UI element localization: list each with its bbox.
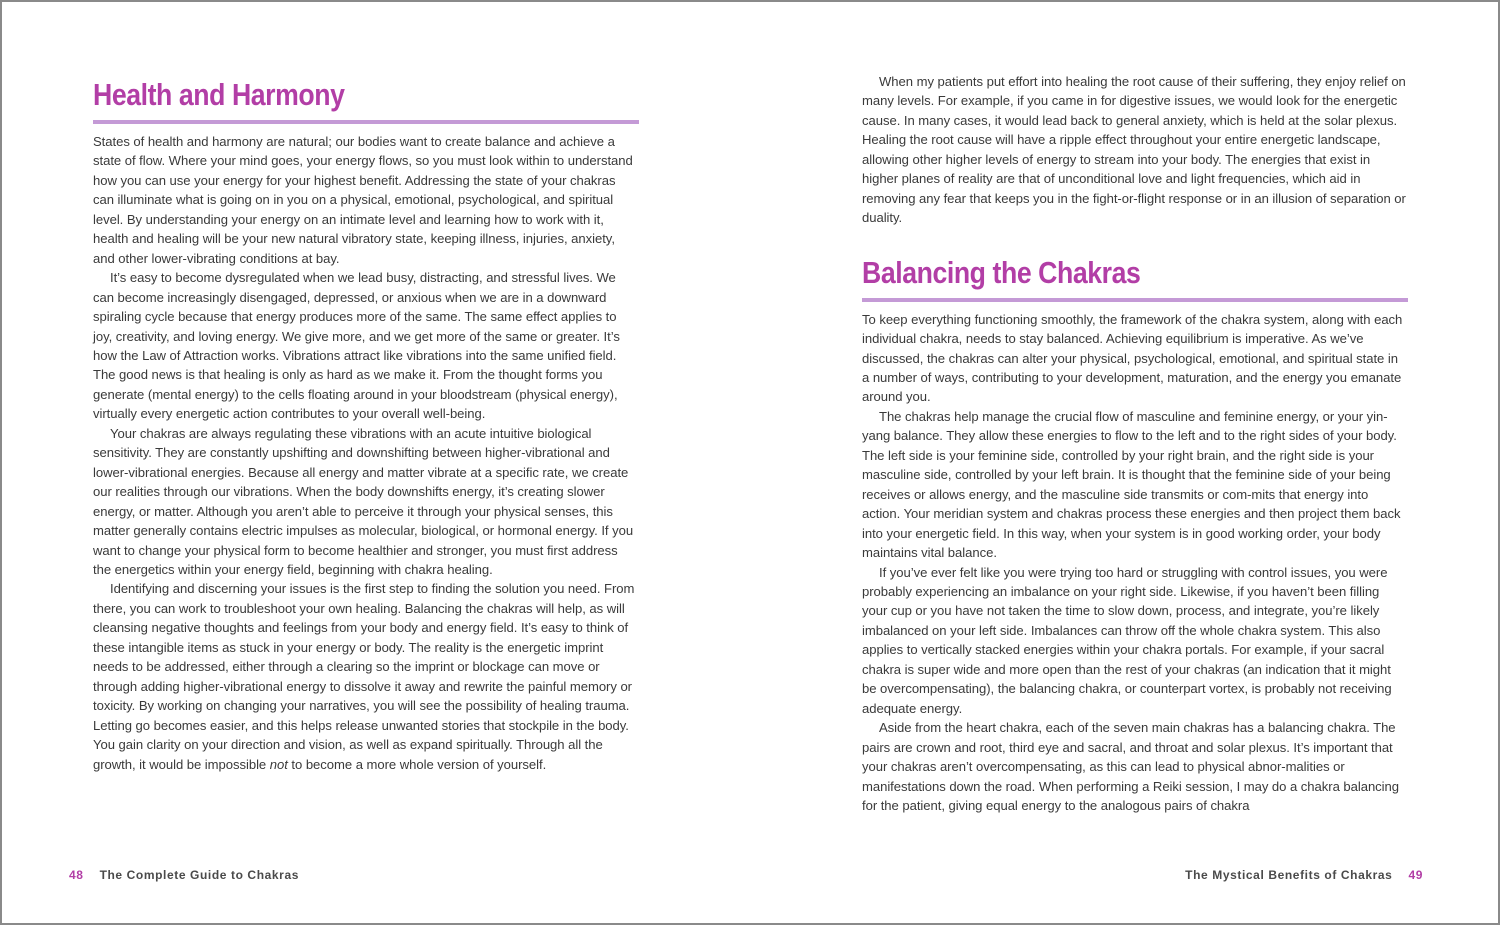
continued-text-block — [862, 72, 1408, 228]
page-number: 48 — [69, 868, 84, 882]
heading-underline-rule — [93, 120, 639, 124]
section-heading-balancing-the-chakras: Balancing the Chakras — [862, 254, 1141, 290]
paragraph-text: to become a more whole version of yourself. — [287, 756, 547, 772]
section-heading-health-and-harmony: Health and Harmony — [93, 77, 345, 112]
body-paragraph: The chakras help manage the crucial flow of masculine and feminine energy, or your yin-yang balance. They allow these energies to flow to the left and to the right sides of your body. The left side is your feminine side, controlled by your right brain, and the right side is your masculine side, controlled by your left brain. It is thought that the feminine side of your being receives or allows energy, and the masculine side transmits or com-mits that energy into action. Your meridian system and chakras process these energies and then project them back into your energetic field. In this way, when your system is in good working order, your body maintains vital balance. — [862, 408, 1401, 561]
body-paragraph: It’s easy to become dysregulated when we lead busy, distracting, and stressful lives. We can become increasingly disengaged, depressed, or anxious when we are in a downward spiraling cycle because that energy produces more of the same. The same effect applies to joy, creativity, and loving energy. We give more, and we get more of the same or greater. It’s how the Law of Attraction works. Vibrations attract like vibrations into the same unified field. The good news is that healing is only as hard as we make it. From the thought forms you generate (mental energy) to the cells floating around in your bloodstream (physical energy), virtually every energetic action contributes to your overall well-being. — [93, 270, 620, 422]
page-number: 49 — [1408, 868, 1423, 882]
paragraph-text: Identifying and discerning your issues is the first step to finding the solution you need. From there, you can work to troubleshoot your own healing. Balancing the chakras will help, as will cleansing negative thoughts and feelings from your body and energy field. It’s easy to think of these intangible items as stuck in your energy or body. The reality is the energetic imprint needs to be addressed, either through a clearing so the imprint or blockage can move or through adding higher-vibrational energy to dissolve it away and rewrite the painful memory or toxicity. By working on changing your narratives, you will see the possibility of healing trauma. Letting go becomes easier, and this helps release unwanted stories that stockpile in the body. You gain clarity on your direction and vision, as well as expand spiritually. Through all the growth, it would be impossible — [93, 581, 635, 772]
running-head: The Complete Guide to Chakras — [99, 868, 299, 882]
left-page-column — [93, 72, 639, 774]
right-page-column — [862, 72, 1408, 815]
section-balancing — [862, 250, 1408, 816]
body-paragraph: When my patients put effort into healing the root cause of their suffering, they enjoy relief on many levels. For example, if you came in for digestive issues, we would look for the energetic cause. In many cases, it would lead back to general anxiety, which is held at the solar plexus. Healing the root cause will have a ripple effect throughout your entire energetic landscape, allowing other higher levels of energy to stream into your body. The energies that exist in higher planes of reality are that of unconditional love and light frequencies, which aid in removing any fear that keeps you in the fight-or-flight response or in an illusion of separation or duality. — [862, 74, 1406, 226]
italic-emphasis: not — [269, 756, 288, 772]
right-page-footer — [1185, 868, 1423, 882]
left-page-footer — [69, 868, 299, 882]
body-paragraph: To keep everything functioning smoothly, the framework of the chakra system, along with each individual chakra, needs to stay balanced. Achieving equilibrium is imperative. As we’ve discussed, the chakras can alter your physical, psychological, emotional, and spiritual state in a number of ways, contributing to your development, maturation, and the energy you emanate around you. — [862, 311, 1403, 405]
heading-underline-rule — [862, 298, 1408, 302]
body-paragraph: Your chakras are always regulating these vibrations with an acute intuitive biological sensitivity. They are constantly upshifting and downshifting between higher-vibrational and lower-vibrational energies. Because all energy and matter vibrate at a specific rate, we create our realities through our vibrations. When the body downshifts energy, it’s creating slower energy, or matter. Although you aren’t able to perceive it through your physical senses, this matter generally contains electric impulses as molecular, biological, or hormonal energy. If you want to change your physical form to become healthier and stronger, you must first address the energetics within your energy field, beginning with chakra healing. — [93, 425, 634, 577]
body-paragraph — [93, 579, 639, 774]
body-paragraph: States of health and harmony are natural; our bodies want to create balance and achieve a state of flow. Where your mind goes, your energy flows, so you must look within to understand how you can use your energy for your highest benefit. Addressing the state of your chakras can illuminate what is going on in you on a physical, emotional, psychological, and spiritual level. By understanding your energy on an intimate level and learning how to work with it, health and healing will be your new natural vibratory state, keeping illness, injuries, anxiety, and other lower-vibrating conditions at bay. — [93, 134, 633, 266]
running-head: The Mystical Benefits of Chakras — [1185, 868, 1393, 882]
body-paragraph: If you’ve ever felt like you were trying too hard or struggling with control issues, you were probably experiencing an imbalance on your right side. Likewise, if you haven’t been filling your cup or you have not taken the time to slow down, process, and integrate, you’re likely imbalanced on your left side. Imbalances can throw off the whole chakra system. This also applies to vertically stacked energies within your chakra portals. For example, if your sacral chakra is super wide and more open than the rest of your chakras (an indication that it might be overcompensating), the balancing chakra, or counterpart vortex, is probably not receiving adequate energy. — [862, 564, 1392, 716]
body-paragraph: Aside from the heart chakra, each of the seven main chakras has a balancing chakra. The pairs are crown and root, third eye and sacral, and throat and solar plexus. It’s important that your chakras aren’t overcompensating, as this can lead to physical abnor-malities or manifestations down the road. When performing a Reiki session, I may do a chakra balancing for the patient, giving equal energy to the analogous pairs of chakra — [862, 720, 1399, 813]
